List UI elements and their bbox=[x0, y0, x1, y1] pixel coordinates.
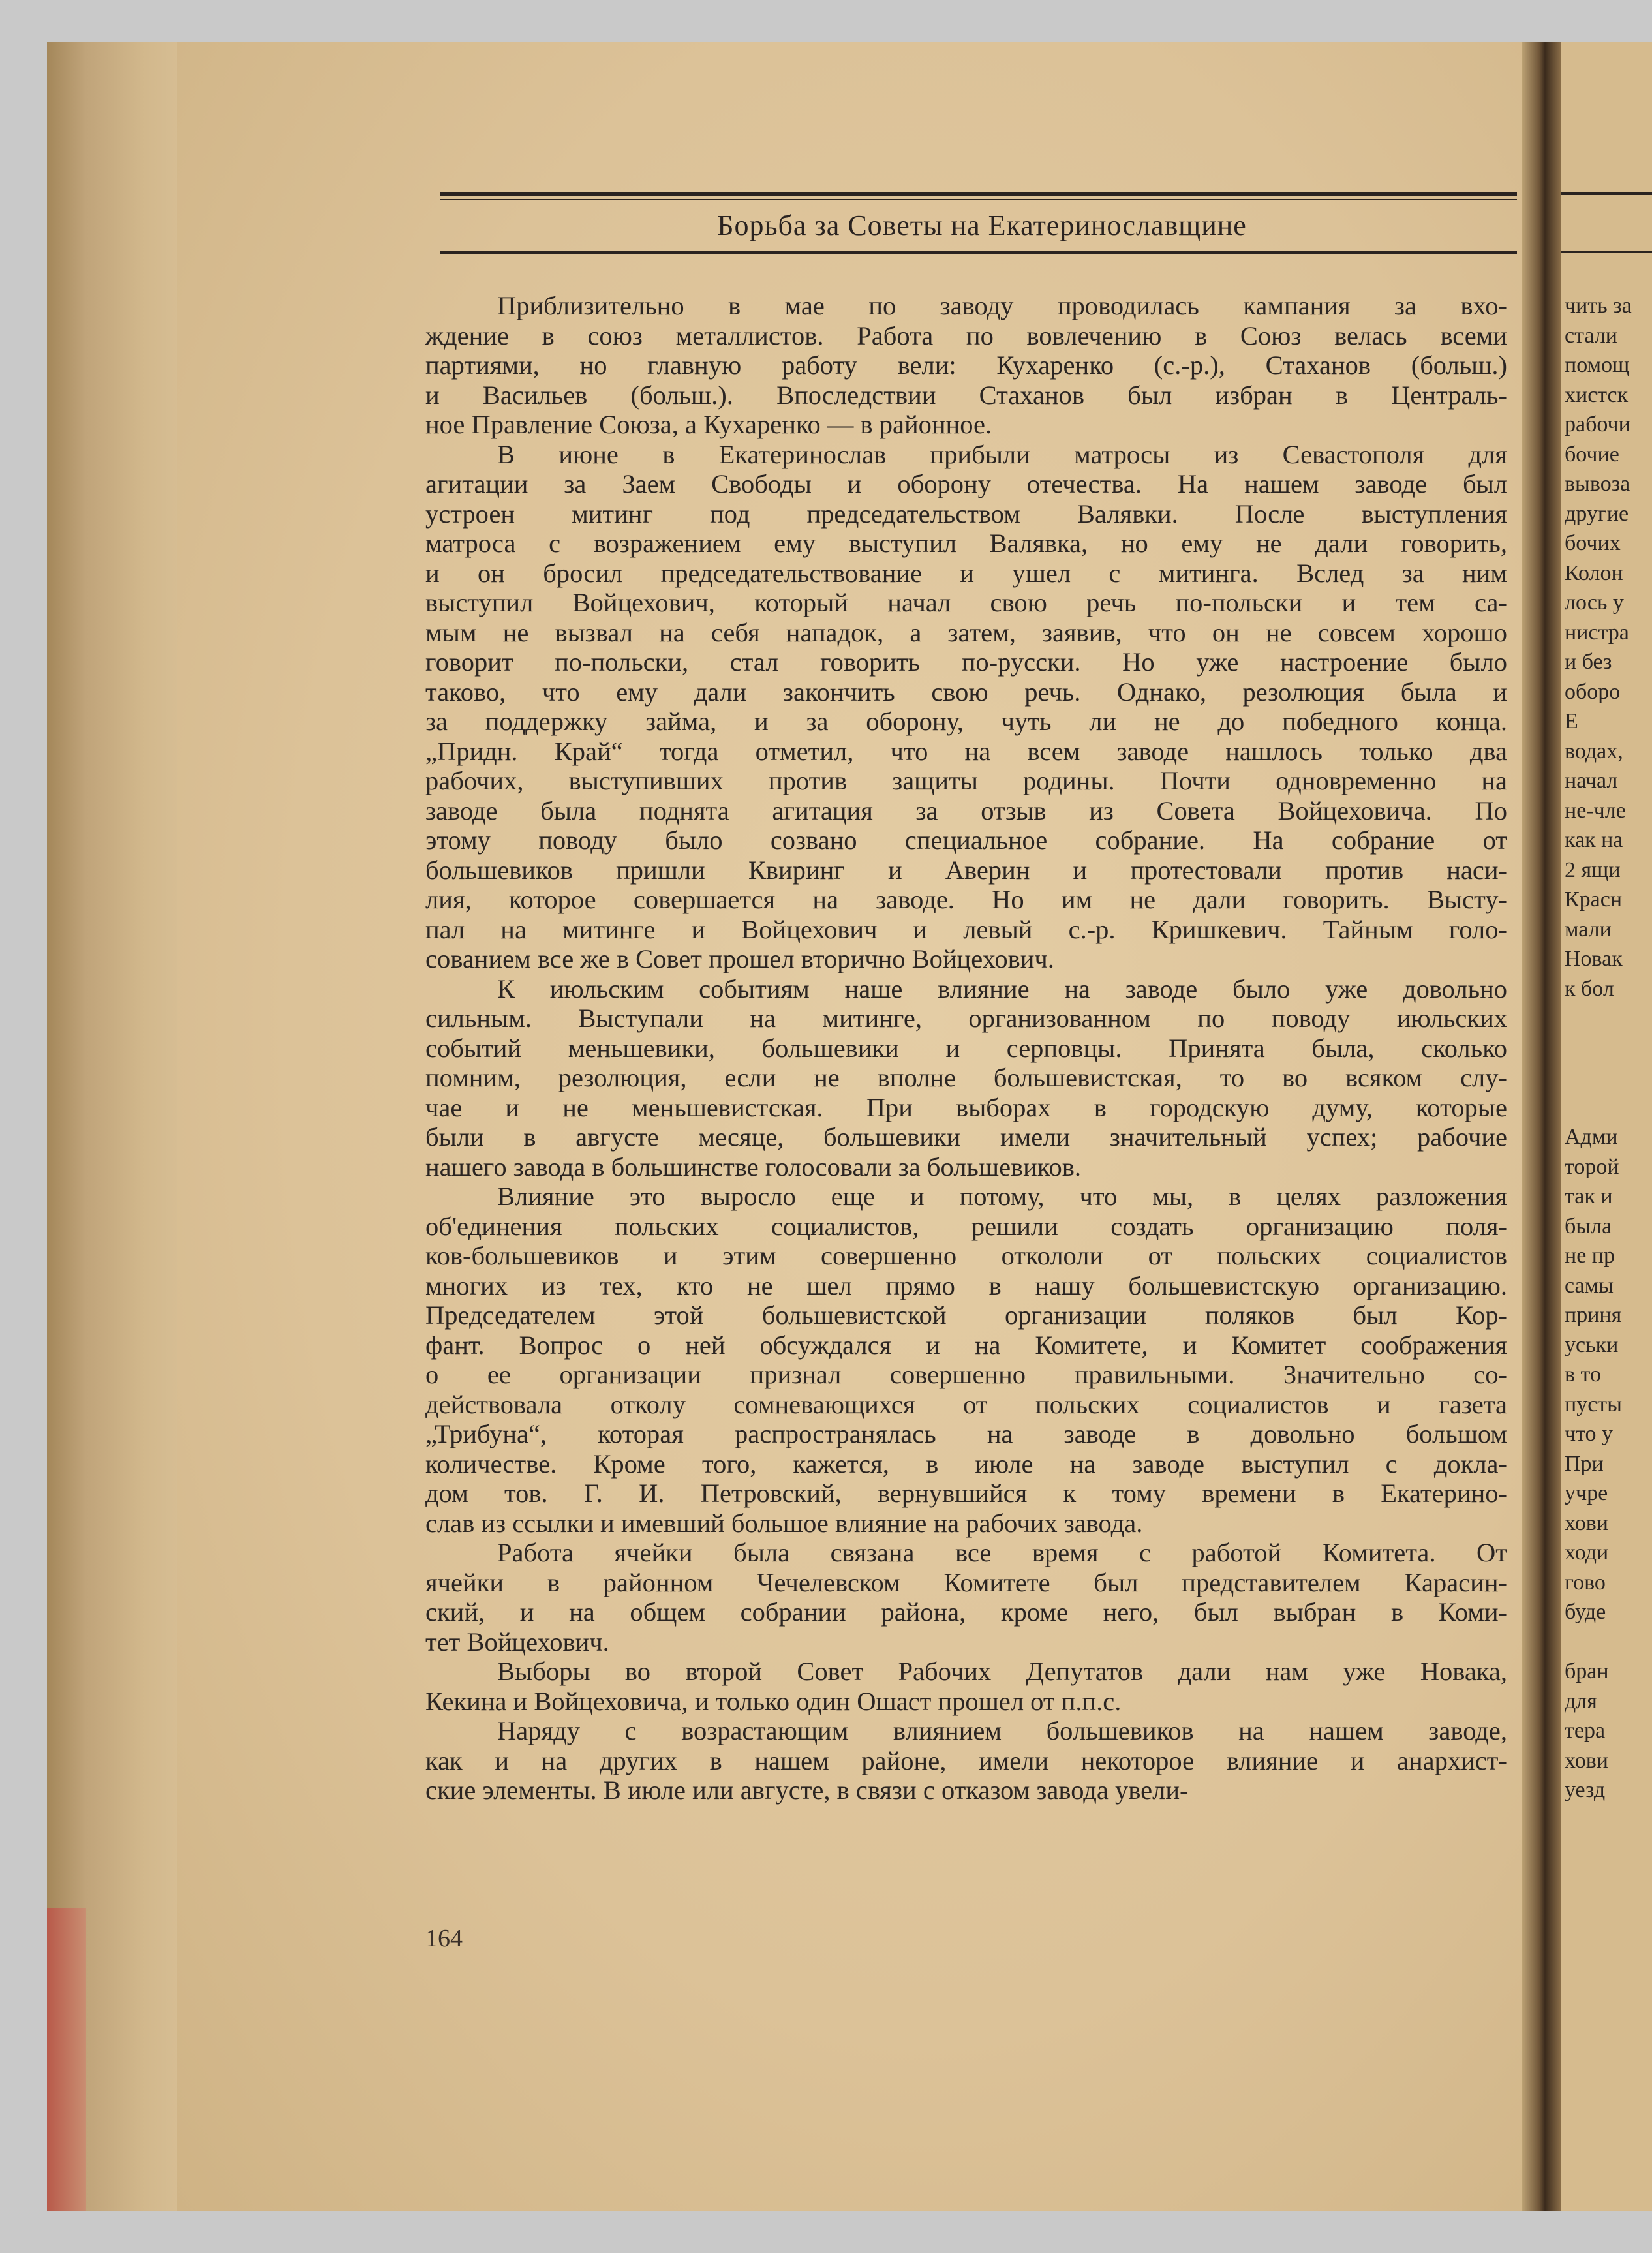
text-line: В июне в Екатеринослав прибыли матросы из Севастополя для bbox=[497, 439, 1507, 469]
book-gutter bbox=[1522, 42, 1561, 2211]
text-line: слав из ссылки и имевший большое влияние на рабочих завода. bbox=[425, 1508, 1143, 1538]
header-rule-bottom bbox=[440, 251, 1517, 254]
right-page-text-line: рабочи bbox=[1565, 412, 1630, 437]
right-page-text bbox=[1565, 291, 1652, 1805]
right-page-text-line: 2 ящи bbox=[1565, 857, 1621, 882]
text-line: „Трибуна“, которая распространялась на заводе в довольно большом bbox=[425, 1419, 1507, 1448]
text-line: К июльским событиям наше влияние на заводе было уже довольно bbox=[497, 973, 1507, 1004]
right-page-text-line: хови bbox=[1565, 1510, 1608, 1535]
text-line: и он бросил председательствование и ушел с митинга. Вслед за ним bbox=[425, 558, 1507, 588]
right-page-text-line: другие bbox=[1565, 501, 1629, 526]
header-rule-thin bbox=[440, 199, 1517, 200]
right-header-rule-bottom bbox=[1561, 251, 1652, 253]
right-page-text-line: чить за bbox=[1565, 294, 1632, 318]
right-page-text-line: для bbox=[1565, 1689, 1597, 1713]
text-line: ячейки в районном Чечелевском Комитете был представителем Карасин- bbox=[425, 1567, 1507, 1597]
right-page-text-line: пусты bbox=[1565, 1392, 1622, 1417]
right-header-rule-top bbox=[1561, 192, 1652, 195]
right-page-text-line: не-чле bbox=[1565, 798, 1626, 823]
text-line: сильным. Выступали на митинге, организованном по поводу июльских bbox=[425, 1004, 1507, 1033]
right-page-text-line bbox=[1565, 1093, 1652, 1123]
right-page-text-line: Е bbox=[1565, 709, 1578, 733]
text-line: тет Войцехович. bbox=[425, 1627, 609, 1657]
text-line: многих из тех, кто не шел прямо в нашу большевистскую организацию. bbox=[425, 1270, 1507, 1300]
right-page-text-line: помощ bbox=[1565, 353, 1630, 377]
body-text bbox=[425, 291, 1507, 1805]
text-line: ков-большевиков и этим совершенно откололи от польских социалистов bbox=[425, 1241, 1507, 1270]
right-page-text-line: гово bbox=[1565, 1570, 1606, 1595]
right-page-text-line: Новак bbox=[1565, 947, 1623, 971]
page-number: 164 bbox=[425, 1925, 463, 1952]
right-page-text-line: Колон bbox=[1565, 560, 1623, 585]
text-line: ские элементы. В июле или августе, в связи с отказом завода увели- bbox=[425, 1775, 1189, 1805]
right-page-text-line: как на bbox=[1565, 828, 1623, 852]
right-page-text-line: Адми bbox=[1565, 1125, 1618, 1149]
text-line: дом тов. Г. И. Петровский, вернувшийся к тому времени в Екатерино- bbox=[425, 1479, 1507, 1508]
text-line: Выборы во второй Совет Рабочих Депутатов дали нам уже Новака, bbox=[497, 1657, 1507, 1686]
text-line: и Васильев (больш.). Впоследствии Стаханов был избран в Централь- bbox=[425, 380, 1507, 410]
text-line: событий меньшевики, большевики и серповцы. Принята была, сколько bbox=[425, 1033, 1507, 1063]
right-page-text-line: тера bbox=[1565, 1719, 1606, 1743]
header-rule-top bbox=[440, 192, 1517, 196]
text-line: сованием все же в Совет прошел вторично Войцехович. bbox=[425, 944, 1054, 973]
right-page-text-line bbox=[1565, 1063, 1652, 1093]
text-line: таково, что ему дали закончить свою речь. Однако, резолюция была и bbox=[425, 677, 1507, 707]
text-line: ский, и на общем собрании района, кроме него, был выбран в Коми- bbox=[425, 1597, 1507, 1627]
right-page-text-line: хистск bbox=[1565, 382, 1629, 407]
text-line: нашего завода в большинстве голосовали за большевиков. bbox=[425, 1152, 1081, 1182]
text-line: действовала отколу сомневающихся от польских социалистов и газета bbox=[425, 1389, 1507, 1419]
right-page-text-line: оборо bbox=[1565, 679, 1621, 704]
right-page-text-line: уськи bbox=[1565, 1332, 1619, 1357]
text-line: заводе была поднята агитация за отзыв из Совета Войцеховича. По bbox=[425, 795, 1507, 825]
text-line: Кекина и Войцеховича, и только один Ошаст прошел от п.п.с. bbox=[425, 1686, 1122, 1716]
text-line: помним, резолюция, если не вполне большевистская, то во всяком слу- bbox=[425, 1063, 1507, 1092]
text-line: говорит по-польски, стал говорить по-русски. Но уже настроение было bbox=[425, 647, 1507, 677]
right-page-text-line: и без bbox=[1565, 650, 1612, 674]
text-line: рабочих, выступивших против защиты родины. Почти одновременно на bbox=[425, 766, 1507, 795]
text-line: Приблизительно в мае по заводу проводилась кампания за вхо- bbox=[497, 291, 1507, 320]
text-line: о ее организации признал совершенно правильными. Значительно со- bbox=[425, 1360, 1507, 1389]
running-header-title: Борьба за Советы на Екатеринославщине bbox=[717, 209, 1247, 241]
right-page-text-line bbox=[1565, 1004, 1652, 1034]
right-page-text-line: в то bbox=[1565, 1362, 1601, 1387]
text-line: мым не вызвал на себя нападок, а затем, заявив, что он не совсем хорошо bbox=[425, 617, 1507, 647]
text-line: количестве. Кроме того, кажется, в июле на заводе выступил с докла- bbox=[425, 1448, 1507, 1479]
right-page-text-line: водах, bbox=[1565, 739, 1623, 763]
book-page-edge bbox=[47, 42, 177, 2211]
right-page-text-line: уезд bbox=[1565, 1778, 1606, 1802]
right-page-text-line: приня bbox=[1565, 1303, 1622, 1327]
text-line: об'единения польских социалистов, решили создать организацию поля- bbox=[425, 1211, 1507, 1241]
right-page-text-line: не пр bbox=[1565, 1244, 1615, 1268]
text-line: чае и не меньшевистская. При выборах в городскую думу, которые bbox=[425, 1092, 1507, 1122]
right-page-text-line: что у bbox=[1565, 1422, 1614, 1446]
text-line: Наряду с возрастающим влиянием большевиков на нашем заводе, bbox=[497, 1716, 1507, 1745]
right-page-text-line: Красн bbox=[1565, 887, 1623, 912]
right-page-text-line: была bbox=[1565, 1214, 1612, 1238]
book-cover-edge bbox=[47, 1908, 86, 2211]
text-line: „Придн. Край“ тогда отметил, что на всем заводе нашлось только два bbox=[425, 736, 1507, 766]
text-line: партиями, но главную работу вели: Кухаренко (с.-р.), Стаханов (больш.) bbox=[425, 350, 1507, 380]
right-page-text-line: лось у bbox=[1565, 590, 1624, 615]
text-line: выступил Войцехович, который начал свою речь по-польски и тем са- bbox=[425, 588, 1507, 617]
text-line: ное Правление Союза, а Кухаренко — в районное. bbox=[425, 410, 992, 439]
right-page-text-line: бран bbox=[1565, 1659, 1609, 1683]
text-line: Председателем этой большевистской организации поляков был Кор- bbox=[425, 1300, 1507, 1330]
text-line: за поддержку займа, и за оборону, чуть ли не до победного конца. bbox=[425, 707, 1507, 736]
right-page-text-line: так и bbox=[1565, 1184, 1613, 1208]
right-page-text-line: ходи bbox=[1565, 1540, 1609, 1565]
text-line: пал на митинге и Войцехович и левый с.-р. Кришкевич. Тайным голо- bbox=[425, 914, 1507, 944]
text-line: Работа ячейки была связана все время с работой Комитета. От bbox=[497, 1538, 1507, 1567]
text-line: большевиков пришли Квиринг и Аверин и протестовали против наси- bbox=[425, 855, 1507, 885]
right-page-text-line: мали bbox=[1565, 917, 1612, 942]
text-line: Влияние это выросло еще и потому, что мы, в целях разложения bbox=[497, 1182, 1507, 1211]
text-line: как и на других в нашем районе, имели некоторое влияние и анархист- bbox=[425, 1745, 1507, 1775]
right-page-text-line: начал bbox=[1565, 769, 1618, 793]
text-line: устроен митинг под председательством Валявки. После выступления bbox=[425, 498, 1507, 529]
text-line: лия, которое совершается на заводе. Но им не дали говорить. Высту- bbox=[425, 885, 1507, 914]
right-page-text-line: торой bbox=[1565, 1154, 1619, 1179]
text-line: фант. Вопрос о ней обсуждался и на Комитете, и Комитет соображения bbox=[425, 1330, 1507, 1360]
right-page-text-line: самы bbox=[1565, 1273, 1614, 1298]
text-line: этому поводу было созвано специальное собрание. На собрание от bbox=[425, 825, 1507, 855]
right-page-text-line: нистра bbox=[1565, 620, 1629, 645]
right-page-text-line: учре bbox=[1565, 1481, 1608, 1505]
right-page-text-line: бочих bbox=[1565, 531, 1621, 555]
text-line: агитации за Заем Свободы и оборону отечества. На нашем заводе был bbox=[425, 469, 1507, 498]
right-page-text-line: бочие bbox=[1565, 442, 1619, 467]
right-page-text-line: буде bbox=[1565, 1600, 1606, 1624]
right-page-text-line: вывоза bbox=[1565, 472, 1630, 496]
text-line: ждение в союз металлистов. Работа по вовлечению в Союз велась всеми bbox=[425, 320, 1507, 350]
text-line: матроса с возражением ему выступил Валявка, но ему не дали говорить, bbox=[425, 529, 1507, 558]
right-page-text-line: При bbox=[1565, 1451, 1604, 1476]
right-page-text-line: хови bbox=[1565, 1748, 1608, 1773]
text-line: были в августе месяце, большевики имели значительный успех; рабочие bbox=[425, 1122, 1507, 1152]
right-page-text-line: к бол bbox=[1565, 976, 1614, 1001]
right-page-text-line bbox=[1565, 1627, 1652, 1657]
right-page-text-line bbox=[1565, 1034, 1652, 1064]
right-page-text-line: стали bbox=[1565, 323, 1617, 348]
